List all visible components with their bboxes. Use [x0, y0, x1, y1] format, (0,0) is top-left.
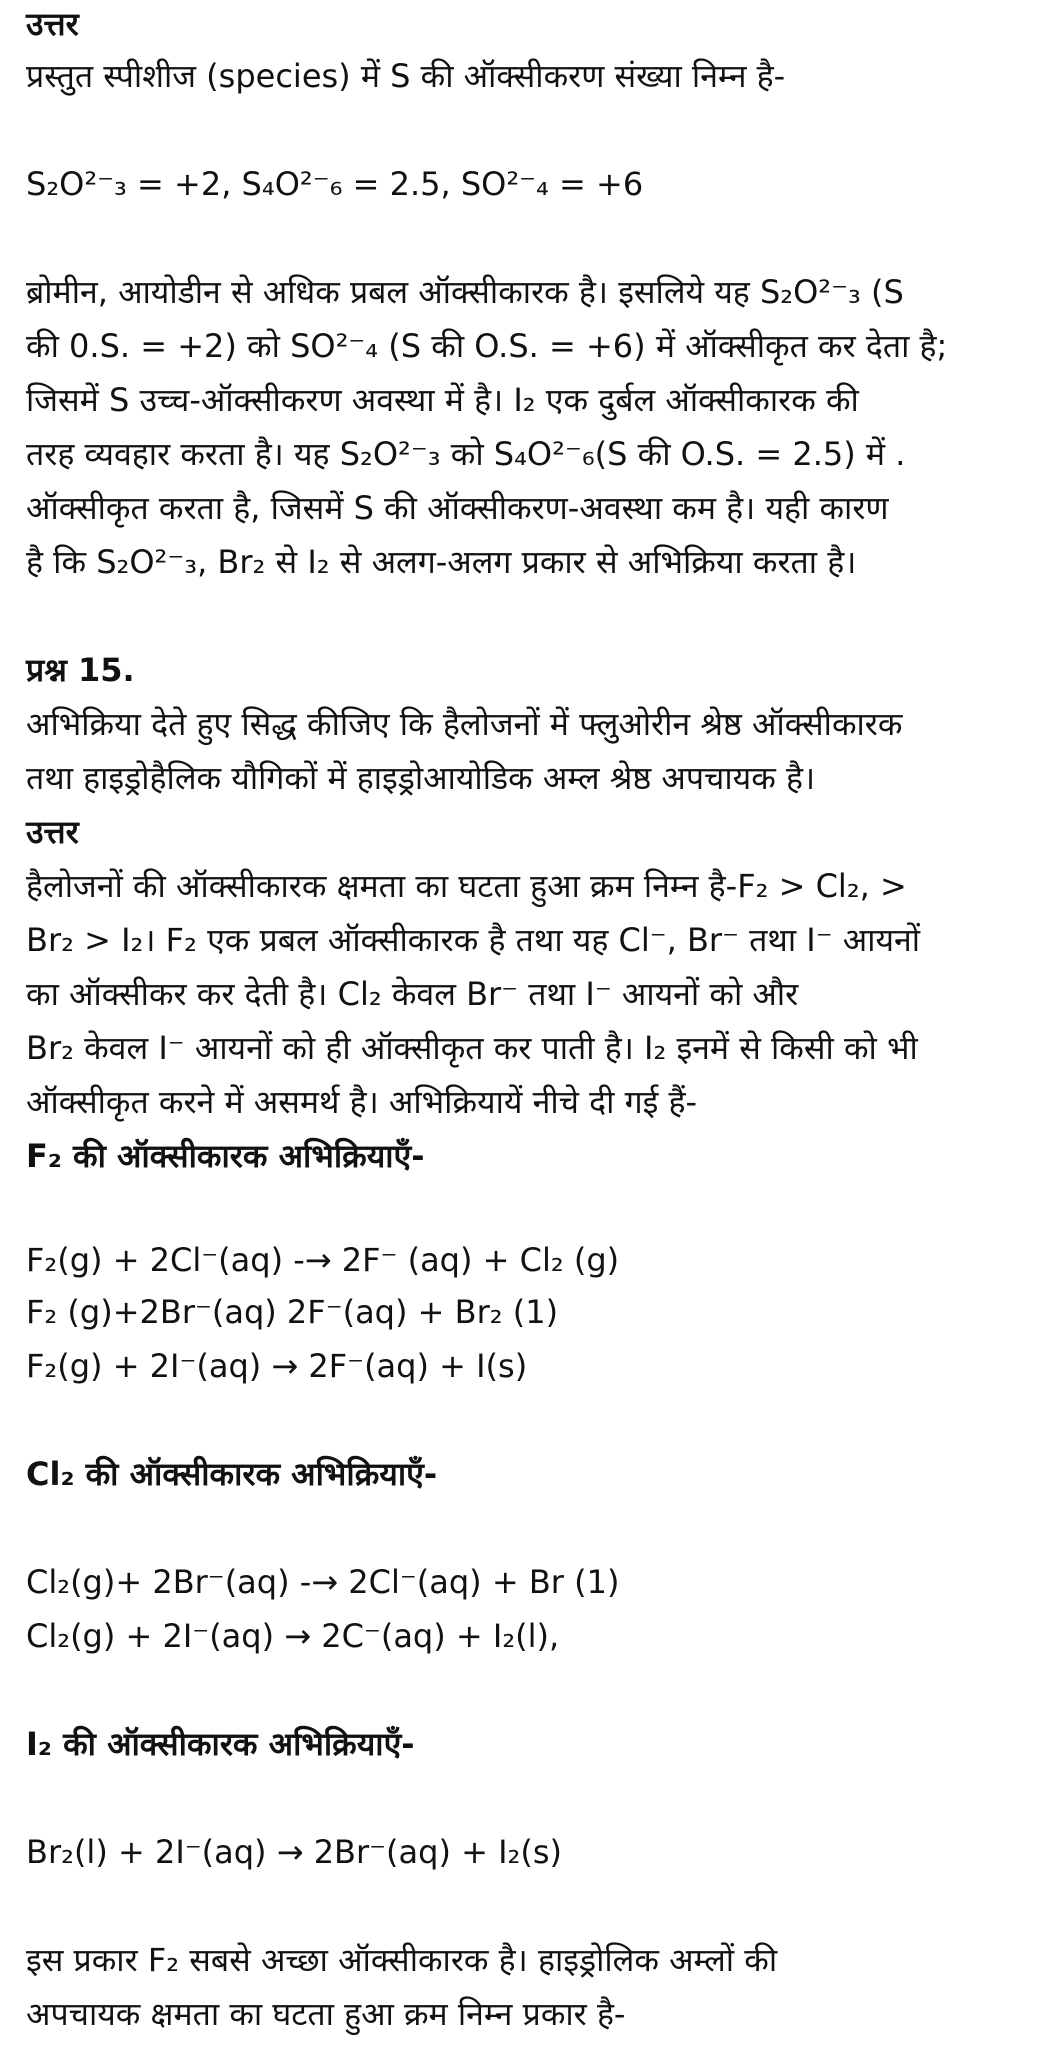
- f2-heading: F₂ की ऑक्सीकारक अभिक्रियाएँ-: [26, 1137, 425, 1175]
- cl2-heading: Cl₂ की ऑक्सीकारक अभिक्रियाएँ-: [26, 1455, 438, 1493]
- f2-reaction: F₂ (g)+2Br⁻(aq) 2F⁻(aq) + Br₂ (1): [26, 1293, 559, 1331]
- conclusion-line: अपचायक क्षमता का घटता हुआ क्रम निम्न प्रकार है-: [26, 1995, 626, 2033]
- explanation-line: जिसमें S उच्च-ऑक्सीकरण अवस्था में है। I₂ एक दुर्बल ऑक्सीकारक की: [26, 381, 859, 419]
- question-label: प्रश्न 15.: [26, 651, 135, 689]
- answer-heading: उत्तर: [26, 5, 79, 43]
- i2-reaction: Br₂(l) + 2I⁻(aq) → 2Br⁻(aq) + I₂(s): [26, 1833, 562, 1871]
- answer-line: का ऑक्सीकर कर देती है। Cl₂ केवल Br⁻ तथा I⁻ आयनों को और: [26, 975, 799, 1013]
- oxidation-values: [26, 162, 643, 206]
- cl2-reaction: Cl₂(g)+ 2Br⁻(aq) -→ 2Cl⁻(aq) + Br (1): [26, 1563, 620, 1601]
- question-text: अभिक्रिया देते हुए सिद्ध कीजिए कि हैलोजनों में फ्लुओरीन श्रेष्ठ ऑक्सीकारक: [26, 705, 903, 743]
- f2-reaction: F₂(g) + 2Cl⁻(aq) -→ 2F⁻ (aq) + Cl₂ (g): [26, 1241, 620, 1279]
- intro-text: प्रस्तुत स्पीशीज (species) में S की ऑक्सीकरण संख्या निम्न है-: [26, 57, 786, 95]
- value-so4: SO²⁻₄ = +6: [460, 165, 644, 203]
- conclusion-line: इस प्रकार F₂ सबसे अच्छा ऑक्सीकारक है। हाइड्रोलिक अम्लों की: [26, 1941, 778, 1979]
- i2-heading: I₂ की ऑक्सीकारक अभिक्रियाएँ-: [26, 1725, 415, 1763]
- explanation-line: ऑक्सीकृत करता है, जिसमें S की ऑक्सीकरण-अवस्था कम है। यही कारण: [26, 489, 889, 527]
- explanation-line: ब्रोमीन, आयोडीन से अधिक प्रबल ऑक्सीकारक है। इसलिये यह S₂O²⁻₃ (S: [26, 273, 904, 311]
- cl2-reaction: Cl₂(g) + 2I⁻(aq) → 2C⁻(aq) + I₂(l),: [26, 1617, 560, 1655]
- answer-heading: उत्तर: [26, 813, 79, 851]
- value-s4o6: S₄O²⁻₆ = 2.5,: [241, 165, 451, 203]
- question-text: तथा हाइड्रोहैलिक यौगिकों में हाइड्रोआयोडिक अम्ल श्रेष्ठ अपचायक है।: [26, 759, 816, 797]
- explanation-line: की 0.S. = +2) को SO²⁻₄ (S की O.S. = +6) में ऑक्सीकृत कर देता है;: [26, 327, 948, 365]
- explanation-line: है कि S₂O²⁻₃, Br₂ से I₂ से अलग-अलग प्रकार से अभिक्रिया करता है।: [26, 543, 857, 581]
- value-s2o3: S₂O²⁻₃ = +2,: [26, 165, 232, 203]
- answer-line: हैलोजनों की ऑक्सीकारक क्षमता का घटता हुआ क्रम निम्न है-F₂ > Cl₂, >: [26, 867, 907, 905]
- answer-line: Br₂ केवल I⁻ आयनों को ही ऑक्सीकृत कर पाती है। I₂ इनमें से किसी को भी: [26, 1029, 918, 1067]
- f2-reaction: F₂(g) + 2I⁻(aq) → 2F⁻(aq) + I(s): [26, 1347, 528, 1385]
- answer-line: Br₂ > I₂। F₂ एक प्रबल ऑक्सीकारक है तथा यह Cl⁻, Br⁻ तथा I⁻ आयनों: [26, 921, 921, 959]
- explanation-line: तरह व्यवहार करता है। यह S₂O²⁻₃ को S₄O²⁻₆(S की O.S. = 2.5) में .: [26, 435, 906, 473]
- answer-line: ऑक्सीकृत करने में असमर्थ है। अभिक्रियायें नीचे दी गई हैं-: [26, 1083, 698, 1121]
